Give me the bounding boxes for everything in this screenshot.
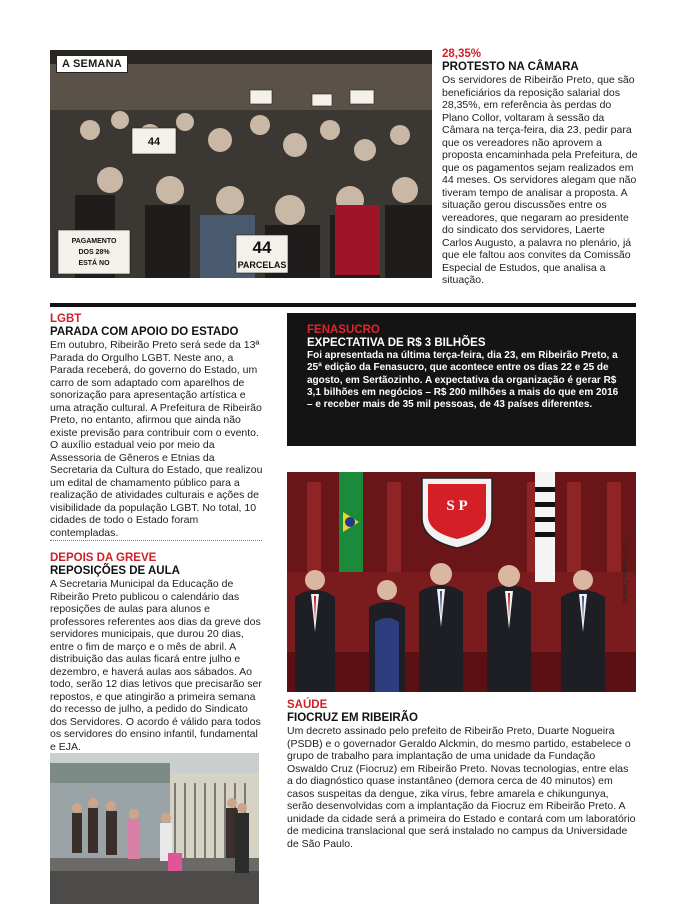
sign-44-small: 44 [147,136,161,148]
story-saude [287,699,636,850]
kicker: SAÚDE [287,699,328,711]
story-body: Em outubro, Ribeirão Preto será sede da 13ª Parada do Orgulho LGBT. Neste ano, a Parada receberá, do governo do Estado, um carro de som adaptado com aparelhos de sonorização para apresentação artística e uma atração cultural. A Prefeitura de Ribeirão Preto, no entanto, afirmou que ainda não existe previsão para contribuir com o evento. O auxílio estadual veio por meio da Assessoria de Gêneros e Etnias da Secretaria da Cultura do Estado, que realizou um edital de chamamento público para a realização de atividades culturais e ações de visibilidade da população LGBT. No total, 10 cidades de todo o Estado foram contempladas. [50,339,263,539]
dotted-divider [50,540,262,541]
headline: PROTESTO NA CÂMARA [442,61,579,73]
sign-dos-28: DOS 28% [78,249,110,256]
kicker: DEPOIS DA GREVE [50,552,157,564]
section-badge: A SEMANA [56,55,128,73]
photo-credit: Foto: Rubens Chiarotto [621,542,627,605]
sign-44: 44 [252,238,272,257]
story-protesto [442,48,638,287]
headline: PARADA COM APOIO DO ESTADO [50,326,239,338]
story-body: Um decreto assinado pelo prefeito de Ribeirão Preto, Duarte Nogueira (PSDB) e o governador Geraldo Alckmin, do mesmo partido, estabelece o grupo de trabalho para implantação de uma unidade da Fundação Oswaldo Cruz (Fiocruz) em Ribeirão Preto. Novas tecnologias, entre elas a do diagnóstico quase instantâneo (demora cerca de 40 minutos) em casos suspeitas da dengue, zika vírus, febre amarela e chikungunya, serão desenvolvidas com a implantação da Fiocruz em Ribeirão Preto. A unidade da cidade será a primeira do Estado e contará com um laboratório de medicina translacional que será instalado no campus da Universidade de São Paulo. [287,725,636,850]
kicker: FENASUCRO [307,324,380,336]
school-photo [50,753,259,904]
fenasucro-box [287,313,636,446]
officials-photo [287,472,636,692]
headline: REPOSIÇÕES DE AULA [50,565,180,577]
kicker: LGBT [50,313,82,325]
sign-parcelas: PARCELAS [237,260,287,270]
story-body: A Secretaria Municipal da Educação de Ribeirão Preto publicou o calendário das reposições de aulas para alunos e professores referentes aos dias da greve dos servidores municipais, que durou 20 dias, entre o fim de março e o mês de abril. A distribuição das aulas ficará entre julho e dezembro, e haverá aulas aos sábados. Ao todo, serão 12 dias letivos que precisarão ser repostos, e que atingirão a primeira semana do recesso de julho, a pedido do Sindicato dos Servidores. O acordo é válido para todos os servidores do ensino infantil, fundamental e EJA. [50,578,262,753]
sign-esta-no: ESTÁ NO [78,260,110,267]
seal-text: S P [446,498,468,514]
section-divider [50,303,636,307]
sign-pagamento: PAGAMENTO [71,238,117,245]
headline: EXPECTATIVA DE R$ 3 BILHÕES [307,337,486,349]
kicker: 28,35% [442,48,482,60]
photo-credit: Foto: Silvia Morelli [53,226,59,276]
story-lgbt [50,313,264,539]
story-greve [50,552,264,753]
story-body: Os servidores de Ribeirão Preto, que são beneficiários da reposição salarial dos 28,35%, em referência às perdas do Plano Collor, voltaram à sessão da Câmara na terça-feira, dia 23, pedir para que os vereadores não aprovem a proposta encaminhada pela Prefeitura, de que os pagamentos sejam realizados em 44 meses. Os servidores alegam que não tiveram tempo de analisar a proposta. A situação gerou discussões entre os vereadores, que negaram ao presidente do sindicato dos servidores, Laerte Carlos Augusto, a palavra no plenário, já que ele faltou aos convites da Comissão Especial de Estudos, que analisa a situação. [442,74,638,286]
story-body: Foi apresentada na última terça-feira, dia 23, em Ribeirão Preto, a 25ª edição da Fenasucro, que acontece entre os dias 22 e 25 de agosto, em Sertãozinho. A expectativa da organização é gerar R$ 3,1 bilhões em negócios – R$ 200 milhões a mais do que em 2016 – e receber mais de 35 mil pessoas, de 43 países diferentes. [307,350,619,411]
headline: FIOCRUZ EM RIBEIRÃO [287,712,418,724]
protest-photo [50,50,432,278]
